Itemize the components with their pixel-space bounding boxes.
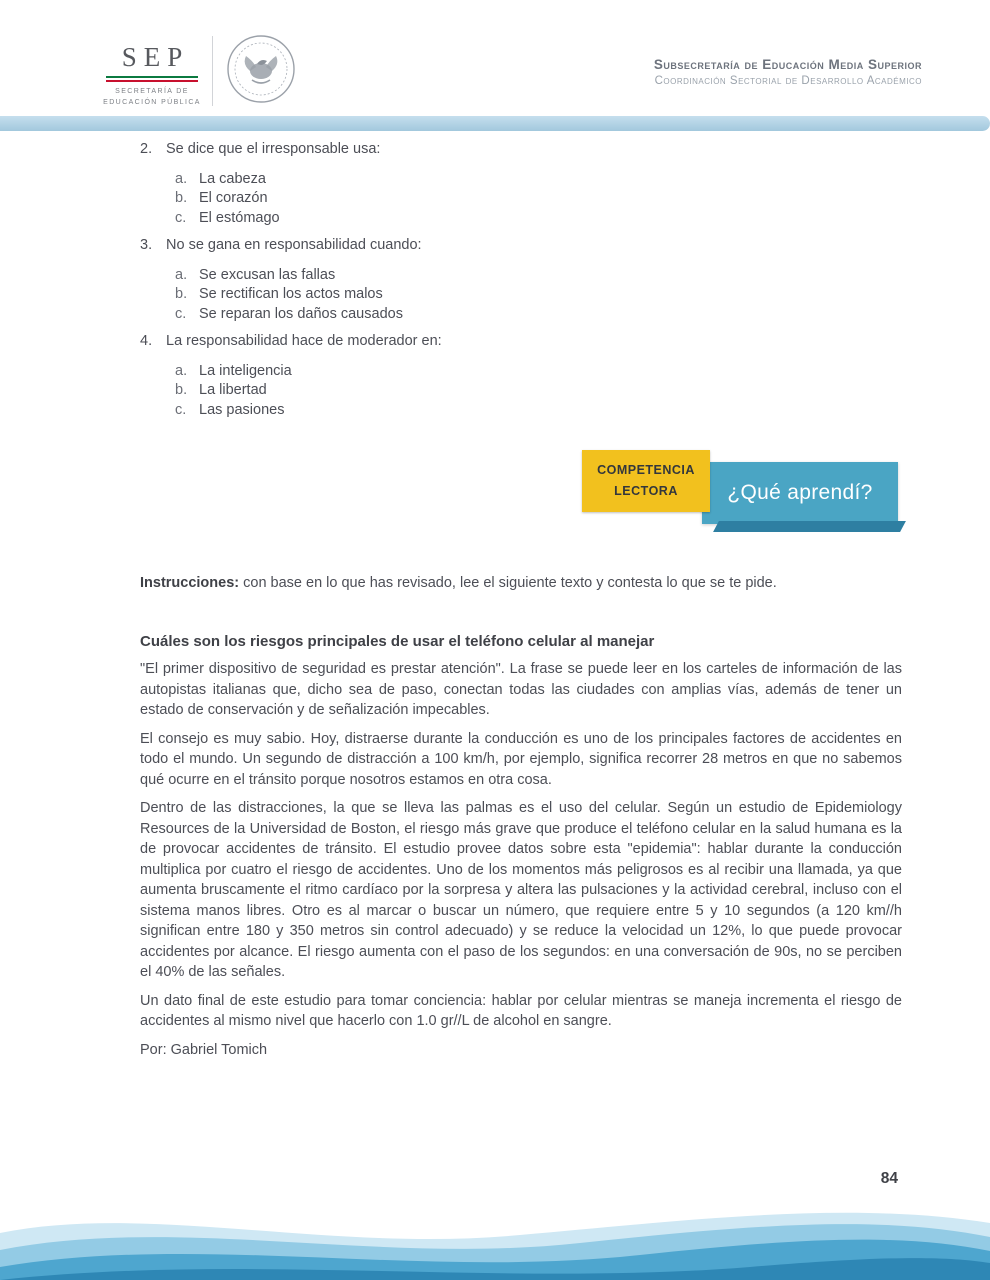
option-text: Se excusan las fallas <box>199 266 336 283</box>
option-text: Las pasiones <box>199 401 285 418</box>
option-item <box>175 285 902 305</box>
que-aprendi-text: ¿Qué aprendí? <box>727 481 873 505</box>
option-item <box>175 305 902 325</box>
question-item-3 <box>140 236 902 324</box>
instructions-text: con base en lo que has revisado, lee el siguiente texto y contesta lo que se te pide. <box>239 575 777 591</box>
option-item <box>175 209 902 229</box>
header-band <box>0 116 990 131</box>
option-letter: b. <box>175 286 188 302</box>
option-letter: a. <box>175 170 188 187</box>
subsecretaria-line: Subsecretaría de Educación Media Superior <box>653 57 922 72</box>
question-text: Se dice que el irresponsable usa: <box>166 141 381 157</box>
option-item <box>175 266 902 286</box>
question-item-4 <box>140 332 902 420</box>
instructions-line <box>140 574 902 594</box>
article-paragraph-3: Dentro de las distracciones, la que se lleva las palmas es el uso del celular. Según un estudio de Epidemiology Resources de la Universidad de Boston, el riesgo más grave que produce el teléfono celular en la salud humana es la de provocar accidentes de tránsito. El estudio provee datos sobre esta "epidemia": hablar durante la conducción multiplica por cuatro el riesgo de accidentes. Uno de los momentos más peligrosos es al recibir una llamada, ya que aumenta bruscamente el ritmo cardíaco por la sorpresa y altera las pulsaciones y la actividad cerebral, incluso con el sistema manos libres. Otro es al marcar o buscar un número, que requiere entre 5 y 10 segundos (a 120 km//h significan entre 180 y 350 metros sin control adecuado) y se reduce la velocidad un 12%, lo que puede provocar accidentes por alcance. El riesgo aumenta con el paso de los segundos: en una conversación de 90s, no se perciben el 40% de las señales. <box>140 800 902 980</box>
option-letter: b. <box>175 382 188 398</box>
question-text: La responsabilidad hace de moderador en: <box>166 333 442 349</box>
page-header <box>0 0 990 115</box>
option-text: El estómago <box>199 209 280 226</box>
coordinacion-line: Coordinación Sectorial de Desarrollo Académico <box>654 75 922 87</box>
article-paragraph-2: El consejo es muy sabio. Hoy, distraerse durante la conducción es uno de los principales factores de accidentes en todo el mundo. Un segundo de distracción a 100 km/h, por ejemplo, significa recorrer 28 metros en que no sabemos qué ocurre en el tránsito porque nosotros estamos en otra cosa. <box>140 730 902 788</box>
option-text: La cabeza <box>199 170 266 187</box>
option-letter: c. <box>175 401 187 418</box>
coat-of-arms-seal-icon <box>226 34 296 104</box>
page-content <box>140 140 902 1060</box>
article-paragraph-4: Un dato final de este estudio para tomar conciencia: hablar por celular mientras se maneja incrementa el riesgo de accidentes al mismo nivel que hacerlo con 1.0 gr//L de alcohol en sangre. <box>140 992 902 1029</box>
article-paragraph-1: "El primer dispositivo de seguridad es prestar atención". La frase se puede leer en los carteles de información de las autopistas italianas que, dicho sea de paso, conectan todas las ciudades con amplias vías, además de tener un estado de conservación y de señalización impecables. <box>140 661 902 718</box>
option-item <box>175 189 902 209</box>
options-list <box>175 362 902 421</box>
question-number: 2. <box>140 141 153 157</box>
competencia-lectora-badge <box>582 448 898 530</box>
que-aprendi-ribbon <box>702 462 898 524</box>
instructions-label: Instrucciones: <box>140 575 240 591</box>
competencia-label <box>582 450 710 512</box>
option-item <box>175 381 902 401</box>
question-text: No se gana en responsabilidad cuando: <box>166 237 422 253</box>
option-item <box>175 401 902 421</box>
header-divider <box>212 36 213 106</box>
sep-caption: SECRETARÍA DE EDUCACIÓN PÚBLICA <box>103 88 201 107</box>
option-item <box>175 170 902 190</box>
option-text: La inteligencia <box>199 362 292 379</box>
option-letter: a. <box>175 362 188 379</box>
options-list <box>175 266 902 325</box>
option-text: Se rectifican los actos malos <box>199 286 383 302</box>
option-letter: c. <box>175 305 187 322</box>
option-text: La libertad <box>199 382 267 398</box>
flag-green-line <box>106 76 198 78</box>
option-text: El corazón <box>199 190 268 206</box>
header-right-text <box>654 57 922 87</box>
article-title: Cuáles son los riesgos principales de usar el teléfono celular al manejar <box>140 632 655 650</box>
question-number: 4. <box>140 333 153 349</box>
page-number: 84 <box>880 1170 898 1187</box>
footer-wave-graphic <box>0 1195 990 1280</box>
option-letter: a. <box>175 266 188 283</box>
option-item <box>175 362 902 382</box>
option-letter: b. <box>175 190 188 206</box>
sep-logo <box>96 42 208 108</box>
option-text: Se reparan los daños causados <box>199 305 403 322</box>
sep-wordmark: SEP <box>121 42 190 72</box>
competencia-label-line1: COMPETENCIA <box>597 462 695 477</box>
options-list <box>175 170 902 229</box>
competencia-label-line2: LECTORA <box>614 484 678 498</box>
flag-red-line <box>106 80 198 82</box>
question-number: 3. <box>140 237 153 253</box>
article-byline: Por: Gabriel Tomich <box>140 1041 268 1058</box>
option-letter: c. <box>175 209 187 226</box>
question-item-2 <box>140 140 902 228</box>
